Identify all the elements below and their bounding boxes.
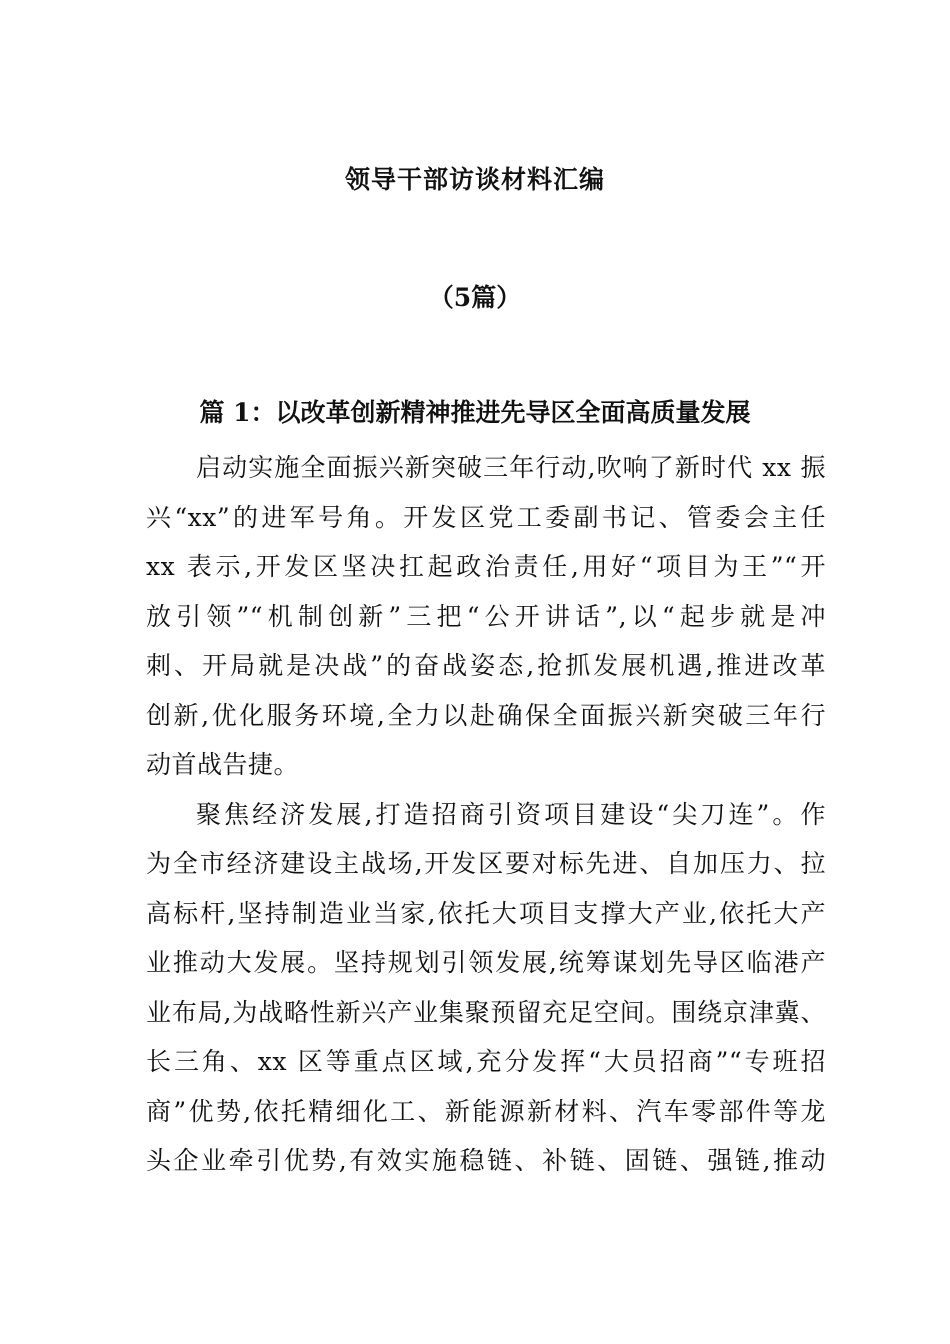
text-line: 刺、开局就是决战”的奋战姿态,抢抓发展机遇,推进改革 [146,651,826,680]
text-line: 启动实施全面振兴新突破三年行动,吹响了新时代 xx 振 [196,453,826,482]
text-line: 为全市经济建设主战场,开发区要对标先进、自加压力、拉 [146,849,826,878]
paragraph-2 [146,790,826,1186]
text-line: 业推动大发展。坚持规划引领发展,统筹谋划先导区临港产 [146,948,826,977]
text-line: 兴“xx”的进军号角。开发区党工委副书记、管委会主任 [146,502,826,532]
paragraph-1 [146,443,826,790]
text-line: 长三角、xx 区等重点区域,充分发挥“大员招商”“专班招 [146,1047,826,1076]
text-line: 放引领”“机制创新”三把“公开讲话”,以“起步就是冲 [146,601,826,631]
text-line: xx 表示,开发区坚决扛起政治责任,用好“项目为王”“开 [146,552,826,581]
text-line: 高标杆,坚持制造业当家,依托大项目支撑大产业,依托大产 [146,898,826,928]
body-text [146,443,826,1186]
document-subtitle: （5篇） [428,283,522,312]
document-title: 领导干部访谈材料汇编 [344,165,605,194]
text-line: 业布局,为战略性新兴产业集聚预留充足空间。围绕京津冀、 [146,997,826,1027]
section-heading: 篇 1：以改革创新精神推进先导区全面高质量发展 [199,398,751,427]
text-line: 动首战告捷。 [146,750,300,779]
text-line: 商”优势,依托精细化工、新能源新材料、汽车零部件等龙 [146,1096,826,1126]
text-line: 聚焦经济发展,打造招商引资项目建设“尖刀连”。作 [196,799,826,829]
text-line: 头企业牵引优势,有效实施稳链、补链、固链、强链,推动 [146,1146,826,1175]
text-line: 创新,优化服务环境,全力以赴确保全面振兴新突破三年行 [146,700,826,730]
